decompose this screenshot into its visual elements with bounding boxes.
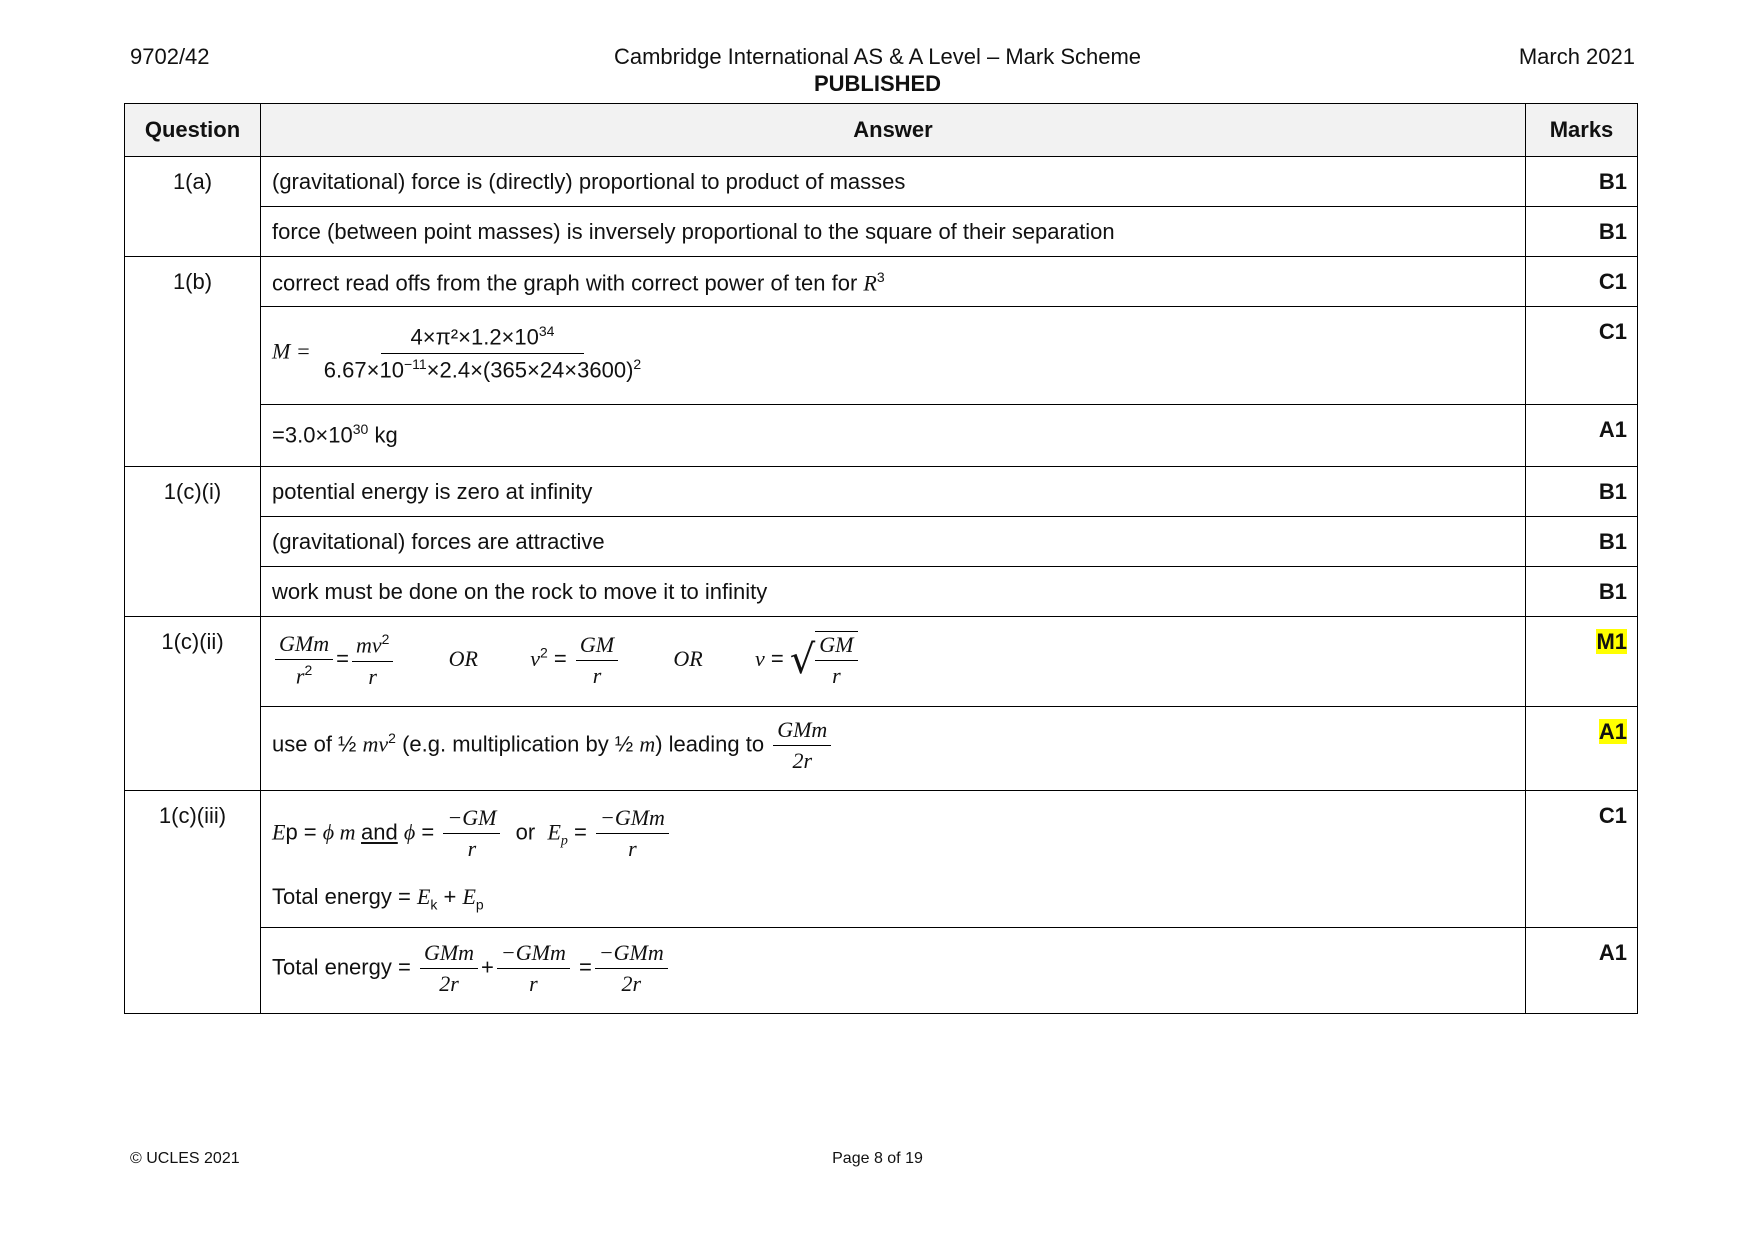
gm-over-r-fraction (576, 632, 618, 689)
gmm-over-2r-fraction (420, 940, 478, 997)
denominator-rest: ×2.4×(365×24×3600) (426, 356, 634, 382)
fraction-numerator: −GMm (497, 940, 570, 969)
square-root (790, 631, 858, 689)
answer-cell: work must be done on the rock to move it to infinity (261, 567, 1526, 617)
fraction-denominator: r (832, 663, 841, 689)
fraction-numerator: GMm (275, 631, 333, 660)
answer-cell: force (between point masses) is inversely proportional to the square of their separation (261, 207, 1526, 257)
mark-cell: B1 (1526, 467, 1638, 517)
answer-text: ) leading to (655, 731, 765, 757)
result-exponent: 30 (352, 421, 369, 438)
answer-cell: Total energy = $\frac{\text{GMm}}{2r}$ + $\frac{\text{−GMm}}{r}$ = $\frac{\text{−GMm}}{2r}$ (261, 928, 1526, 1014)
variable-e: E (462, 884, 476, 910)
fraction-denominator: r (467, 836, 477, 862)
question-label: 1(c)(i) (125, 467, 261, 617)
table-row (125, 928, 1638, 1014)
variable-phi: ϕ (322, 819, 335, 845)
table-row (125, 617, 1638, 707)
subscript: k (430, 896, 438, 913)
minus-gmm-over-r-fraction (596, 805, 669, 862)
plus-sign: + (437, 884, 463, 910)
mark-cell: A1 (1526, 928, 1638, 1014)
answer-cell (261, 791, 1526, 928)
variable-r: R (863, 270, 877, 296)
column-header-marks: Marks (1526, 104, 1638, 157)
fraction-numerator: −GMm (596, 805, 669, 834)
total-energy-label: Total energy = (272, 884, 417, 910)
exponent: 2 (388, 730, 396, 747)
mark-cell: B1 (1526, 207, 1638, 257)
answer-text: correct read offs from the graph with correct power of ten for (272, 270, 864, 296)
copyright: © UCLES 2021 (130, 1150, 240, 1167)
question-label: 1(b) (125, 257, 261, 467)
mark-cell: C1 (1526, 307, 1638, 405)
answer-cell: (gravitational) forces are attractive (261, 517, 1526, 567)
column-header-question: Question (125, 104, 261, 157)
fraction-numerator: mv (355, 632, 382, 658)
fraction-denominator: r (592, 662, 602, 688)
fraction-denominator: r (295, 663, 305, 689)
exponent: 3 (876, 269, 885, 285)
mark-cell: B1 (1526, 567, 1638, 617)
highlighted-mark: M1 (1596, 629, 1627, 655)
denominator-exponent: −11 (403, 355, 427, 372)
mark-cell: A1 (1526, 405, 1638, 467)
page-number: Page 8 of 19 (832, 1150, 923, 1167)
minus-gmm-over-2r-fraction (595, 940, 668, 997)
fraction-denominator: r (368, 663, 377, 689)
answer-text: (e.g. multiplication by ½ (395, 731, 640, 757)
published-label: PUBLISHED (813, 71, 942, 96)
table-row (125, 257, 1638, 307)
total-energy-label: Total energy = (272, 954, 411, 980)
or-separator: OR (448, 646, 478, 672)
or-text: or (515, 819, 536, 845)
fraction-numerator: GM (576, 632, 618, 661)
table-row (125, 707, 1638, 791)
and-text: and (361, 819, 398, 845)
answer-cell (261, 257, 1526, 307)
mark-cell: C1 (1526, 257, 1638, 307)
denominator-text: 6.67×10 (323, 356, 404, 382)
variable-e: E (416, 884, 431, 910)
gm-over-r-fraction (815, 632, 857, 689)
answer-cell (261, 307, 1526, 405)
variable-e: E (272, 819, 286, 845)
answer-cell (261, 405, 1526, 467)
answer-cell: $\frac{\text{GMm}}{r^2}$ = $\frac{mv^2}{r}$ OR $v^2$ = $\frac{GM}{r}$ OR v = √ $\frac{GM}{r}$ (261, 617, 1526, 707)
equation-lhs: M = (272, 338, 311, 364)
fraction-numerator: −GMm (595, 940, 668, 969)
mark-scheme-table (124, 103, 1638, 1014)
fraction-denominator: 2r (792, 748, 813, 774)
fraction-denominator: 2r (621, 971, 642, 997)
table-row (125, 207, 1638, 257)
mark-cell: B1 (1526, 517, 1638, 567)
paper-code: 9702/42 (130, 44, 210, 69)
variable-phi: ϕ (403, 819, 416, 845)
exponent: 2 (540, 644, 548, 661)
denominator-rest-exponent: 2 (633, 355, 642, 372)
mass-fraction (320, 323, 645, 383)
equation-text: p = (285, 819, 323, 845)
subscript: p (475, 896, 484, 913)
equals-sign: = (415, 819, 441, 845)
fraction-denominator: r (529, 971, 538, 997)
minus-gmm-over-r-fraction (497, 940, 570, 997)
answer-text: use of ½ (272, 731, 363, 757)
numerator-exponent: 34 (538, 323, 555, 340)
mark-cell: C1 (1526, 791, 1638, 928)
fraction-numerator: GMm (420, 940, 478, 969)
table-row (125, 157, 1638, 207)
mass-equation (272, 319, 1515, 383)
mv2-over-r-fraction (352, 631, 393, 689)
variable-v: v (754, 646, 765, 672)
or-separator: OR (673, 646, 703, 672)
fraction-numerator (381, 323, 585, 353)
subscript: p (560, 834, 568, 850)
result-unit: kg (368, 422, 398, 448)
document-title: Cambridge International AS & A Level – Mark Scheme (613, 44, 1142, 69)
fraction-denominator: r (628, 836, 637, 862)
question-label: 1(c)(ii) (125, 617, 261, 791)
table-row (125, 791, 1638, 928)
highlighted-mark: A1 (1598, 719, 1627, 745)
fraction-numerator: GM (815, 632, 857, 661)
table-row (125, 405, 1638, 467)
variable-e: E (547, 819, 561, 845)
mark-cell (1526, 617, 1638, 707)
table-row (125, 517, 1638, 567)
fraction-numerator: −GM (443, 805, 500, 834)
denominator-exponent: 2 (304, 662, 313, 679)
numerator-text: 4×π²×1.2×10 (410, 324, 539, 350)
exam-date: March 2021 (1518, 44, 1635, 69)
answer-cell: potential energy is zero at infinity (261, 467, 1526, 517)
fraction-denominator (320, 354, 645, 383)
result-value: =3.0×10 (272, 422, 353, 448)
variable-m: m (639, 731, 656, 757)
mark-cell (1526, 707, 1638, 791)
gmm-over-2r-fraction (773, 717, 831, 774)
fraction-numerator: GMm (773, 717, 831, 746)
variable-mv: mv (362, 731, 389, 757)
question-label: 1(a) (125, 157, 261, 257)
table-header-row (125, 104, 1638, 157)
gmm-over-r2-fraction (275, 631, 333, 689)
variable-v: v (530, 646, 541, 672)
numerator-exponent: 2 (381, 631, 390, 648)
answer-cell (261, 707, 1526, 791)
fraction-denominator: 2r (439, 971, 459, 997)
minus-gm-over-r-fraction (443, 805, 500, 862)
potential-energy-equation: Ep = ϕ m and ϕ = $\frac{-GM}{r}$ or $E_p$ = $\frac{\text{−GMm}}{r}$ (272, 805, 1515, 862)
question-label: 1(c)(iii) (125, 791, 261, 1014)
table-row (125, 467, 1638, 517)
table-row (125, 307, 1638, 405)
table-row (125, 567, 1638, 617)
radical-sign-icon: √ (789, 637, 816, 684)
answer-cell: (gravitational) force is (directly) proportional to product of masses (261, 157, 1526, 207)
variable-m: m (334, 819, 362, 845)
mark-cell: B1 (1526, 157, 1638, 207)
column-header-answer: Answer (261, 104, 1526, 157)
total-energy-equation (272, 884, 1515, 912)
